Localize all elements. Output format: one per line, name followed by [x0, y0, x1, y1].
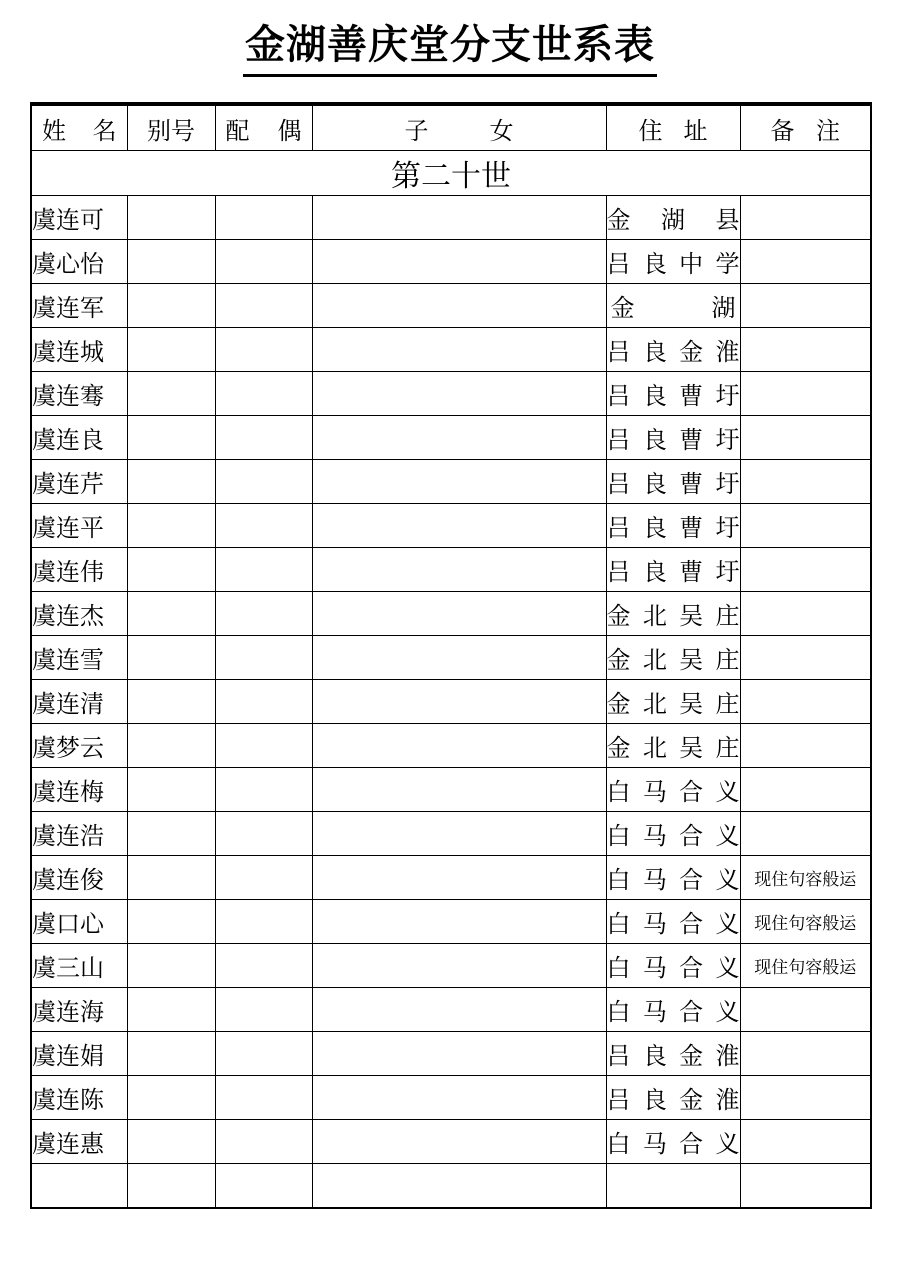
cell-spouse — [215, 900, 312, 944]
cell-children — [312, 812, 606, 856]
cell-children — [312, 592, 606, 636]
cell-alias — [127, 1032, 215, 1076]
cell-children — [312, 724, 606, 768]
cell-name: 虞连伟 — [31, 548, 127, 592]
cell-note — [740, 284, 871, 328]
cell-spouse — [215, 856, 312, 900]
header-name-char-1: 姓 — [42, 116, 66, 145]
cell-alias — [127, 856, 215, 900]
cell-children — [312, 768, 606, 812]
cell-spouse — [215, 196, 312, 240]
cell-address — [606, 416, 740, 460]
cell-note — [740, 416, 871, 460]
cell-alias — [127, 1076, 215, 1120]
cell-address — [606, 1120, 740, 1164]
cell-alias — [127, 504, 215, 548]
cell-address — [606, 1076, 740, 1120]
genealogy-table — [30, 102, 872, 1209]
cell-alias — [127, 548, 215, 592]
cell-note: 现住句容般运 — [740, 900, 871, 944]
cell-alias — [127, 724, 215, 768]
address-text: 白 马 合 义 — [606, 822, 740, 850]
cell-name: 虞连清 — [31, 680, 127, 724]
table-row — [31, 1076, 871, 1120]
cell-name: 虞连惠 — [31, 1120, 127, 1164]
table-row — [31, 636, 871, 680]
cell-alias — [127, 944, 215, 988]
empty-row — [31, 1164, 871, 1209]
cell-name: 虞连可 — [31, 196, 127, 240]
cell-alias — [127, 768, 215, 812]
cell-children — [312, 548, 606, 592]
empty-cell — [606, 1164, 740, 1209]
cell-spouse — [215, 1032, 312, 1076]
cell-spouse — [215, 372, 312, 416]
cell-name: 虞连良 — [31, 416, 127, 460]
address-text: 吕 良 中 学 — [606, 250, 740, 278]
empty-cell — [127, 1164, 215, 1209]
cell-alias — [127, 592, 215, 636]
cell-address — [606, 592, 740, 636]
cell-address — [606, 328, 740, 372]
cell-note — [740, 1120, 871, 1164]
cell-address — [606, 548, 740, 592]
table-row — [31, 504, 871, 548]
table-row — [31, 988, 871, 1032]
cell-note — [740, 372, 871, 416]
header-spouse-char-2: 偶 — [277, 116, 302, 145]
table-row — [31, 196, 871, 240]
cell-note — [740, 548, 871, 592]
header-spouse-char-1: 配 — [225, 116, 250, 145]
header-children-char-2: 女 — [489, 116, 514, 145]
header-notes-char-1: 备 — [770, 116, 795, 145]
cell-address — [606, 768, 740, 812]
cell-address — [606, 636, 740, 680]
cell-name: 虞连军 — [31, 284, 127, 328]
address-text: 白 马 合 义 — [606, 998, 740, 1026]
cell-spouse — [215, 284, 312, 328]
cell-children — [312, 196, 606, 240]
address-text: 金 北 吴 庄 — [606, 646, 740, 674]
header-address-char-1: 住 — [638, 116, 663, 145]
cell-note: 现住句容般运 — [740, 856, 871, 900]
cell-note — [740, 724, 871, 768]
cell-address — [606, 988, 740, 1032]
cell-alias — [127, 328, 215, 372]
cell-note — [740, 636, 871, 680]
cell-address — [606, 680, 740, 724]
cell-address — [606, 196, 740, 240]
address-text: 吕 良 金 淮 — [606, 1086, 740, 1114]
cell-name: 虞连海 — [31, 988, 127, 1032]
cell-spouse — [215, 592, 312, 636]
cell-name: 虞连城 — [31, 328, 127, 372]
cell-alias — [127, 1120, 215, 1164]
cell-alias — [127, 680, 215, 724]
cell-name: 虞心怡 — [31, 240, 127, 284]
address-text: 金 湖 县 — [606, 206, 740, 234]
cell-note — [740, 240, 871, 284]
cell-spouse — [215, 548, 312, 592]
cell-note — [740, 768, 871, 812]
cell-spouse — [215, 240, 312, 284]
cell-children — [312, 900, 606, 944]
table-row — [31, 768, 871, 812]
cell-address — [606, 460, 740, 504]
empty-cell — [31, 1164, 127, 1209]
cell-children — [312, 372, 606, 416]
cell-alias — [127, 372, 215, 416]
document-title — [0, 18, 900, 77]
address-text: 吕 良 曹 圩 — [606, 514, 740, 542]
cell-children — [312, 504, 606, 548]
cell-spouse — [215, 988, 312, 1032]
table-row — [31, 680, 871, 724]
cell-name: 虞连骞 — [31, 372, 127, 416]
cell-alias — [127, 284, 215, 328]
cell-address — [606, 284, 740, 328]
cell-alias — [127, 988, 215, 1032]
document-title-text: 金湖善庆堂分支世系表 — [243, 18, 657, 77]
header-row — [31, 104, 871, 151]
cell-address — [606, 944, 740, 988]
cell-children — [312, 680, 606, 724]
table-row — [31, 856, 871, 900]
cell-name: 虞连浩 — [31, 812, 127, 856]
cell-spouse — [215, 636, 312, 680]
address-text: 金 湖 — [610, 294, 736, 322]
cell-address — [606, 856, 740, 900]
table-row — [31, 284, 871, 328]
cell-spouse — [215, 416, 312, 460]
header-children-char-1: 子 — [404, 116, 429, 145]
address-text: 吕 良 曹 圩 — [606, 426, 740, 454]
cell-name: 虞连雪 — [31, 636, 127, 680]
cell-name: 虞三山 — [31, 944, 127, 988]
address-text: 金 北 吴 庄 — [606, 602, 740, 630]
address-text: 吕 良 金 淮 — [606, 338, 740, 366]
address-text: 白 马 合 义 — [606, 910, 740, 938]
table-row — [31, 900, 871, 944]
cell-children — [312, 460, 606, 504]
cell-spouse — [215, 460, 312, 504]
cell-spouse — [215, 724, 312, 768]
cell-children — [312, 416, 606, 460]
address-text: 金 北 吴 庄 — [606, 734, 740, 762]
address-text: 吕 良 金 淮 — [606, 1042, 740, 1070]
cell-note: 现住句容般运 — [740, 944, 871, 988]
header-children — [312, 104, 606, 151]
cell-spouse — [215, 504, 312, 548]
cell-note — [740, 812, 871, 856]
cell-address — [606, 900, 740, 944]
cell-children — [312, 1120, 606, 1164]
table-row — [31, 328, 871, 372]
cell-note — [740, 460, 871, 504]
header-address — [606, 104, 740, 151]
cell-name: 虞连杰 — [31, 592, 127, 636]
empty-cell — [740, 1164, 871, 1209]
cell-children — [312, 284, 606, 328]
cell-note — [740, 328, 871, 372]
cell-note — [740, 988, 871, 1032]
cell-spouse — [215, 812, 312, 856]
address-text: 吕 良 曹 圩 — [606, 558, 740, 586]
table-row — [31, 1120, 871, 1164]
address-text: 吕 良 曹 圩 — [606, 470, 740, 498]
cell-note — [740, 1032, 871, 1076]
cell-name: 虞梦云 — [31, 724, 127, 768]
address-text: 吕 良 曹 圩 — [606, 382, 740, 410]
cell-spouse — [215, 328, 312, 372]
table-row — [31, 460, 871, 504]
cell-name: 虞连梅 — [31, 768, 127, 812]
table-row — [31, 1032, 871, 1076]
cell-children — [312, 988, 606, 1032]
cell-name: 虞连陈 — [31, 1076, 127, 1120]
header-notes — [740, 104, 871, 151]
cell-address — [606, 372, 740, 416]
header-alias — [127, 104, 215, 151]
cell-name: 虞连俊 — [31, 856, 127, 900]
cell-alias — [127, 812, 215, 856]
cell-alias — [127, 636, 215, 680]
cell-alias — [127, 460, 215, 504]
cell-address — [606, 240, 740, 284]
table-row — [31, 812, 871, 856]
cell-address — [606, 1032, 740, 1076]
cell-children — [312, 944, 606, 988]
cell-address — [606, 724, 740, 768]
empty-cell — [215, 1164, 312, 1209]
table-row — [31, 416, 871, 460]
cell-spouse — [215, 1076, 312, 1120]
cell-alias — [127, 196, 215, 240]
generation-row — [31, 151, 871, 196]
cell-alias — [127, 416, 215, 460]
cell-name: 虞连芹 — [31, 460, 127, 504]
address-text: 白 马 合 义 — [606, 954, 740, 982]
cell-spouse — [215, 1120, 312, 1164]
cell-children — [312, 1076, 606, 1120]
generation-label: 第二十世 — [31, 151, 871, 196]
address-text: 白 马 合 义 — [606, 1130, 740, 1158]
address-text: 白 马 合 义 — [606, 778, 740, 806]
cell-children — [312, 1032, 606, 1076]
cell-note — [740, 592, 871, 636]
cell-alias — [127, 900, 215, 944]
header-notes-char-2: 注 — [816, 116, 840, 145]
cell-note — [740, 1076, 871, 1120]
header-alias-text: 别号 — [147, 116, 195, 145]
cell-name: 虞连平 — [31, 504, 127, 548]
table-row — [31, 372, 871, 416]
cell-children — [312, 636, 606, 680]
address-text: 金 北 吴 庄 — [606, 690, 740, 718]
cell-name: 虞口心 — [31, 900, 127, 944]
cell-children — [312, 856, 606, 900]
table-row — [31, 592, 871, 636]
cell-note — [740, 680, 871, 724]
cell-note — [740, 196, 871, 240]
cell-children — [312, 240, 606, 284]
header-address-char-2: 址 — [683, 116, 708, 145]
cell-spouse — [215, 944, 312, 988]
cell-name: 虞连娟 — [31, 1032, 127, 1076]
header-name-char-2: 名 — [92, 116, 117, 145]
cell-note — [740, 504, 871, 548]
cell-alias — [127, 240, 215, 284]
table-row — [31, 944, 871, 988]
address-text: 白 马 合 义 — [606, 866, 740, 894]
table-row — [31, 240, 871, 284]
cell-address — [606, 504, 740, 548]
cell-spouse — [215, 680, 312, 724]
cell-address — [606, 812, 740, 856]
cell-spouse — [215, 768, 312, 812]
empty-cell — [312, 1164, 606, 1209]
header-name — [31, 104, 127, 151]
header-spouse — [215, 104, 312, 151]
table-row — [31, 724, 871, 768]
cell-children — [312, 328, 606, 372]
table-row — [31, 548, 871, 592]
